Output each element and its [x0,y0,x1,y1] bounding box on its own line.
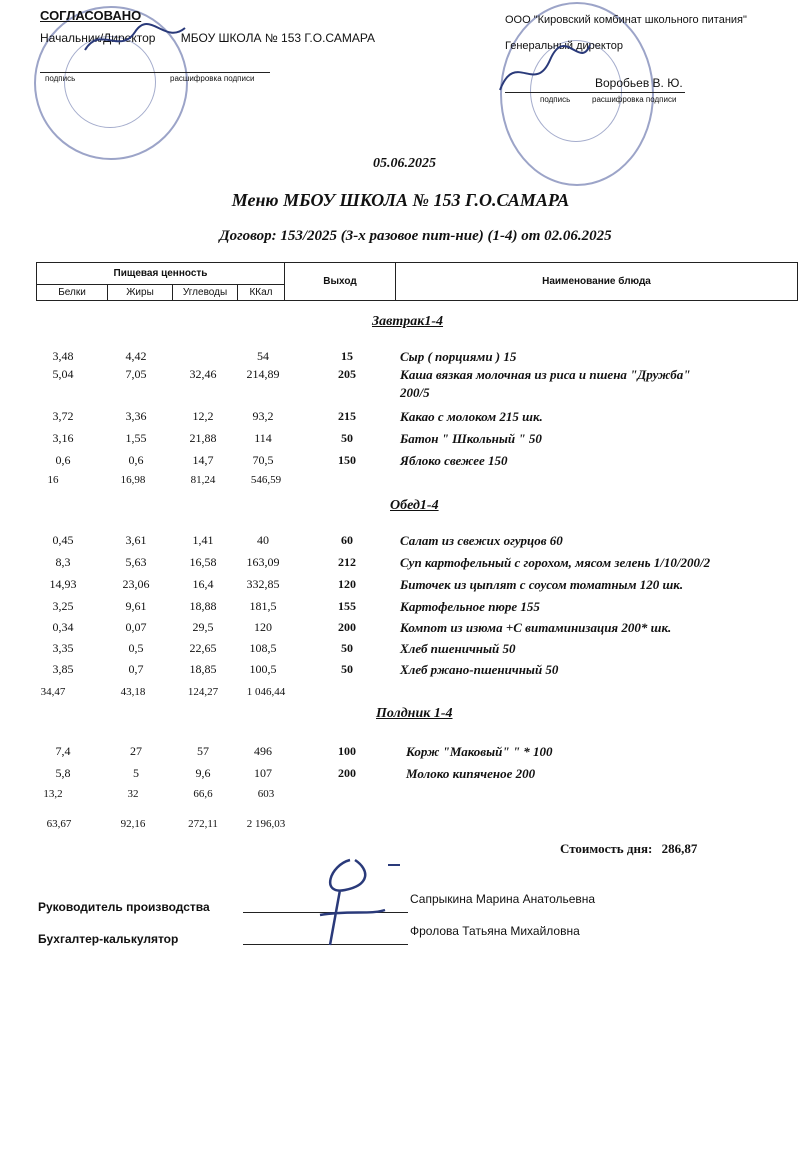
approver-org: МБОУ ШКОЛА № 153 Г.О.САМАРА [180,31,376,45]
total-protein: 16 [47,474,59,486]
fat-value: 4,42 [125,349,147,363]
carbs-value: 16,4 [192,577,214,591]
signature-name-accountant: Фролова Татьяна Михайловна [410,924,580,938]
supplier-name: Воробьев В. Ю. [595,76,683,90]
carbs-value: 32,46 [189,367,217,381]
kcal-value: 54 [257,349,269,363]
cost-label: Стоимость дня: [560,841,653,856]
grand-total-kcal: 2 196,03 [246,818,286,830]
output-value: 150 [338,453,356,467]
dish-name: Батон " Школьный " 50 [400,431,542,446]
output-value: 205 [338,367,356,381]
contract-line: Договор: 153/2025 (3-х разовое пит-ние) (1-4) от 02.06.2025 [219,228,612,244]
output-value: 15 [341,349,353,363]
signature-role-accountant: Бухгалтер-калькулятор [38,932,179,946]
fat-value: 9,61 [125,599,147,613]
menu-row [0,367,801,400]
kcal-value: 70,5 [252,453,274,467]
left-signature-scribble [80,20,190,60]
dish-name: Каша вязкая молочная из риса и пшена "Дружба" [400,367,691,382]
section-total-row [0,474,801,492]
menu-row [0,555,801,573]
col-carbs: Углеводы [173,285,238,301]
dish-name: Корж "Маковый" " * 100 [406,744,553,759]
kcal-value: 100,5 [249,662,277,676]
dish-name: Салат из свежих огурцов 60 [400,533,563,548]
section-title: Завтрак1-4 [372,314,444,329]
protein-value: 14,93 [49,577,77,591]
total-protein: 34,47 [40,686,66,698]
kcal-value: 181,5 [249,599,277,613]
dish-name: Суп картофельный с горохом, мясом зелень 1/10/200/2 [400,555,711,570]
menu-row [0,620,801,638]
total-fat: 16,98 [120,474,146,486]
supplier-org: ООО "Кировский комбинат школьного питания" [505,14,747,26]
kcal-value: 40 [257,533,269,547]
total-kcal: 603 [257,788,275,800]
day-cost [560,841,697,857]
protein-value: 8,3 [55,555,71,569]
protein-value: 0,45 [52,533,74,547]
menu-row [0,431,801,449]
grand-total-fat: 92,16 [120,818,146,830]
carbs-value: 14,7 [192,453,214,467]
protein-value: 5,04 [52,367,74,381]
kcal-value: 163,09 [246,555,280,569]
dish-name: Биточек из цыплят с соусом томатным 120 шк. [400,577,684,592]
kcal-value: 332,85 [246,577,280,591]
carbs-value: 18,85 [189,662,217,676]
right-signature-caption: подпись [540,95,571,104]
col-fat: Жиры [108,285,173,301]
protein-value: 3,72 [52,409,74,423]
menu-row [0,533,801,551]
total-carbs: 124,27 [187,686,219,698]
carbs-value: 12,2 [192,409,214,423]
output-value: 50 [341,431,353,445]
right-signature-scribble [490,40,600,100]
menu-row [0,766,801,784]
kcal-value: 214,89 [246,367,280,381]
left-signature-line [40,72,270,73]
dish-name: Сыр ( порциями ) 15 [400,349,517,364]
total-fat: 43,18 [120,686,146,698]
kcal-value: 108,5 [249,641,277,655]
carbs-value: 29,5 [192,620,214,634]
fat-value: 0,5 [128,641,144,655]
menu-row [0,662,801,680]
protein-value: 3,35 [52,641,74,655]
col-protein: Белки [37,285,108,301]
left-decode-caption: расшифровка подписи [170,74,255,83]
kcal-value: 93,2 [252,409,274,423]
carbs-value: 18,88 [189,599,217,613]
carbs-value: 9,6 [195,766,211,780]
signature-role-production: Руководитель производства [38,900,210,914]
menu-row [0,453,801,471]
fat-value: 3,36 [125,409,147,423]
dish-name: Компот из изюма +С витаминизация 200* шк. [400,620,672,635]
output-value: 155 [338,599,356,613]
menu-row [0,349,801,367]
total-kcal: 546,59 [250,474,282,486]
fat-value: 5,63 [125,555,147,569]
kcal-value: 114 [254,431,272,445]
total-protein: 13,2 [43,788,63,800]
fat-value: 5 [133,766,139,780]
signature-name-production: Сапрыкина Марина Анатольевна [410,892,596,906]
total-kcal: 1 046,44 [246,686,286,698]
protein-value: 3,25 [52,599,74,613]
carbs-value: 21,88 [189,431,217,445]
output-value: 60 [341,533,353,547]
section-title: Полдник 1-4 [376,706,453,721]
dish-name: Яблоко свежее 150 [400,453,508,468]
output-value: 120 [338,577,356,591]
section-total-row [0,686,801,704]
dish-name: Хлеб ржано-пшеничный 50 [400,662,559,677]
menu-row [0,641,801,659]
section-title: Обед1-4 [390,498,439,513]
protein-value: 0,6 [55,453,71,467]
output-value: 50 [341,662,353,676]
grand-total-protein: 63,67 [46,818,72,830]
grand-total-row [0,818,801,836]
fat-value: 3,61 [125,533,147,547]
menu-row [0,577,801,595]
output-value: 215 [338,409,356,423]
handwritten-signature [300,840,410,950]
kcal-value: 120 [254,620,272,634]
grand-total-carbs: 272,11 [188,818,218,830]
dish-header: Наименование блюда [396,263,798,301]
protein-value: 3,48 [52,349,74,363]
dish-name: Хлеб пшеничный 50 [400,641,516,656]
menu-row [0,744,801,762]
page-title: Меню МБОУ ШКОЛА № 153 Г.О.САМАРА [231,190,570,210]
carbs-value: 22,65 [189,641,217,655]
menu-row [0,599,801,617]
output-header: Выход [285,263,396,301]
left-signature-caption: подпись [45,74,76,83]
fat-value: 23,06 [122,577,150,591]
dish-name-continued: 200/5 [400,385,430,400]
kcal-value: 496 [254,744,272,758]
dish-name: Молоко кипяченое 200 [406,766,536,781]
nutrition-header: Пищевая ценность [37,263,285,285]
cost-value: 286,87 [661,841,698,856]
fat-value: 0,7 [128,662,144,676]
protein-value: 3,16 [52,431,74,445]
approved-label: СОГЛАСОВАНО [40,8,142,23]
output-value: 212 [338,555,356,569]
carbs-value: 57 [197,744,209,758]
fat-value: 0,6 [128,453,144,467]
right-decode-caption: расшифровка подписи [592,95,677,104]
protein-value: 5,8 [55,766,71,780]
fat-value: 0,07 [125,620,147,634]
output-value: 200 [338,766,356,780]
fat-value: 27 [130,744,142,758]
dish-name: Картофельное пюре 155 [400,599,540,614]
section-total-row [0,788,801,806]
carbs-value: 16,58 [189,555,217,569]
protein-value: 7,4 [55,744,71,758]
total-fat: 32 [127,788,139,800]
menu-date: 05.06.2025 [373,156,436,171]
fat-value: 7,05 [125,367,147,381]
kcal-value: 107 [254,766,272,780]
protein-value: 0,34 [52,620,74,634]
protein-value: 3,85 [52,662,74,676]
dish-name: Какао с молоком 215 шк. [400,409,543,424]
approver-position: Начальник/Директор [40,31,156,45]
total-carbs: 81,24 [190,474,216,486]
menu-row [0,409,801,427]
carbs-value: 1,41 [192,533,214,547]
total-carbs: 66,6 [193,788,213,800]
output-value: 100 [338,744,356,758]
output-value: 50 [341,641,353,655]
menu-table-header [36,262,798,301]
output-value: 200 [338,620,356,634]
fat-value: 1,55 [125,431,147,445]
col-kcal: ККал [238,285,285,301]
supplier-position: Генеральный директор [505,40,623,52]
